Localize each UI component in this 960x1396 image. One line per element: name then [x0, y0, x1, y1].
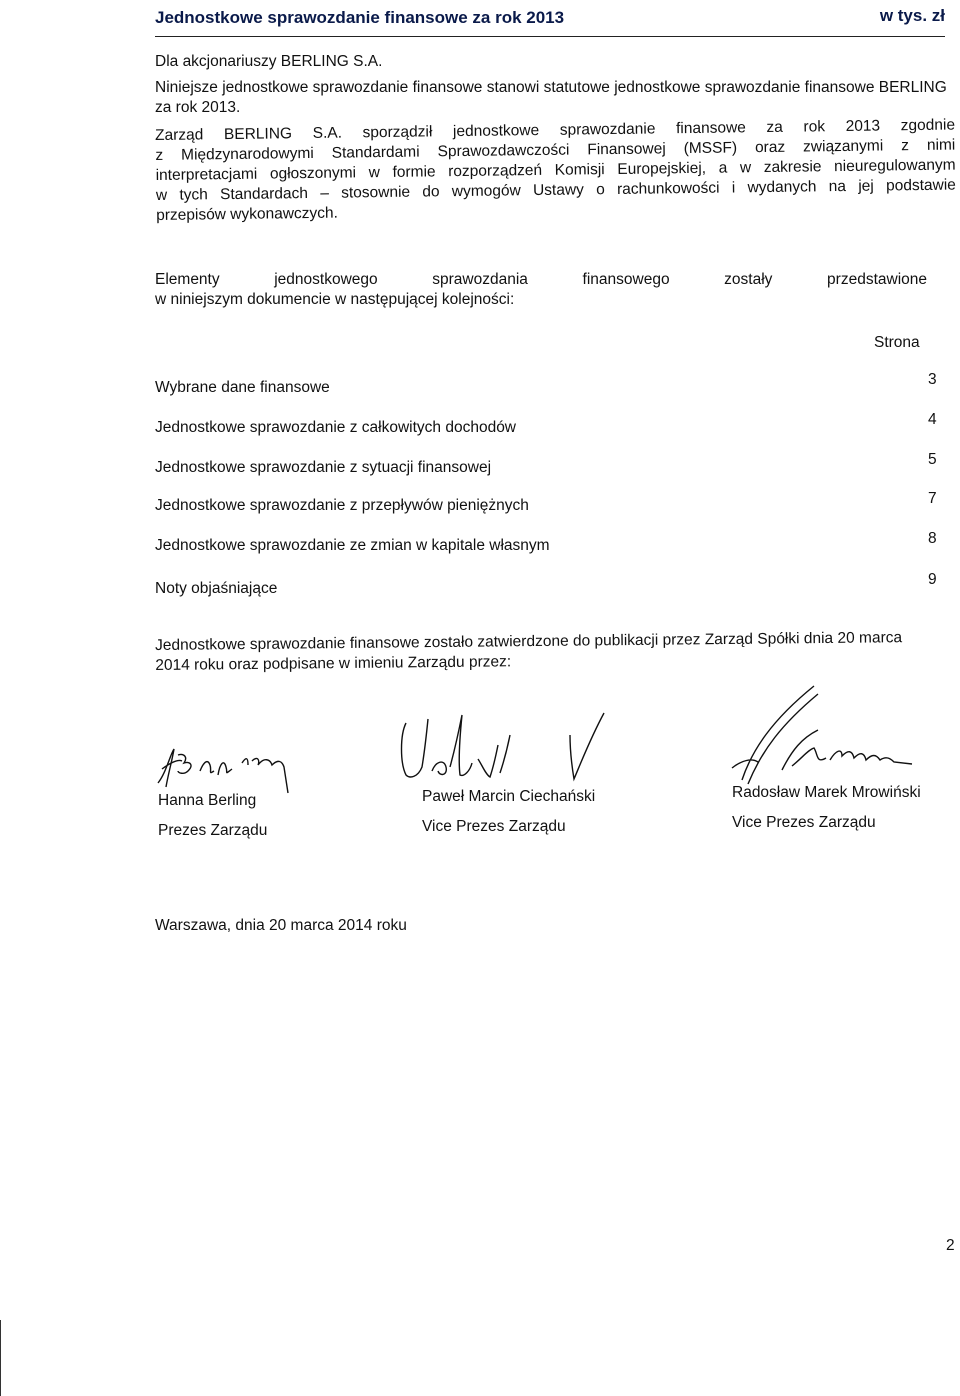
toc-item-page: 9 — [928, 571, 937, 588]
addressee: Dla akcjonariuszy BERLING S.A. — [155, 53, 383, 70]
toc-item-page: 7 — [928, 490, 937, 507]
scan-margin-line — [0, 1320, 1, 1396]
header-title: Jednostkowe sprawozdanie finansowe za rok 2013 — [155, 8, 565, 27]
header-unit: w tys. zł — [879, 6, 945, 25]
toc-item-page: 5 — [928, 451, 937, 468]
approval-line: Jednostkowe sprawozdanie finansowe zostało zatwierdzone do publikacji przez Zarząd Spółki dnia 20 marca — [155, 629, 903, 654]
toc-item-title: Wybrane dane finansowe — [155, 379, 330, 396]
signatory-name: Radosław Marek Mrowiński — [732, 784, 921, 801]
signatory-name: Paweł Marcin Ciechański — [422, 788, 596, 805]
toc-item-page: 3 — [928, 371, 937, 388]
signatory-role: Vice Prezes Zarządu — [422, 818, 566, 835]
intro-paragraph: Niniejsze jednostkowe sprawozdanie finansowe stanowi statutowe jednostkowe sprawozdanie finansowe BERLING za rok 2013. — [155, 79, 947, 116]
toc-item-page: 8 — [928, 530, 937, 547]
board-statement-line: interpretacjami ogłoszonymi w formie rozporządzeń Komisji Europejskiej, a w zakresie nieuregulowanym — [155, 156, 956, 184]
signature-radoslaw-mrowinski — [722, 680, 952, 790]
signatory-role: Prezes Zarządu — [158, 822, 268, 839]
elements-intro — [155, 270, 927, 310]
toc-item-title: Jednostkowe sprawozdanie ze zmian w kapitale własnym — [155, 537, 550, 554]
signatory-role: Vice Prezes Zarządu — [732, 814, 876, 831]
toc-page-header: Strona — [874, 334, 920, 351]
toc-item-title: Noty objaśniające — [155, 580, 278, 597]
toc-item-page: 4 — [928, 411, 937, 428]
page-number: 2 — [946, 1237, 955, 1254]
approval-statement — [155, 628, 960, 676]
toc-item-title: Jednostkowe sprawozdanie z przepływów pieniężnych — [155, 497, 529, 514]
place-and-date: Warszawa, dnia 20 marca 2014 roku — [155, 917, 407, 934]
signatory-name: Hanna Berling — [158, 792, 257, 809]
board-statement-line: przepisów wykonawczych. — [156, 204, 339, 224]
board-statement-line: Zarząd BERLING S.A. sporządził jednostkowe sprawozdanie finansowe za rok 2013 zgodnie — [155, 116, 956, 144]
elements-intro-line: w niniejszym dokumencie w następującej kolejności: — [155, 291, 515, 308]
page-header — [155, 6, 945, 37]
toc-item-title: Jednostkowe sprawozdanie z sytuacji finansowej — [155, 459, 492, 476]
board-statement-line: w tych Standardach – stosownie do wymogów Ustawy o rachunkowości i wydanych na jej podstawie — [155, 176, 956, 204]
signature-hanna-berling — [148, 735, 318, 795]
approval-line: 2014 roku oraz podpisane w imieniu Zarządu przez: — [155, 653, 512, 674]
board-statement-line: z Międzynarodowymi Standardami Sprawozdawczości Finansowej (MSSF) oraz związanymi z nimi — [155, 136, 956, 164]
toc-item-title: Jednostkowe sprawozdanie z całkowitych dochodów — [155, 419, 517, 436]
board-statement — [155, 116, 956, 226]
signature-pawel-ciechanski — [392, 705, 632, 785]
elements-intro-line: Elementy jednostkowego sprawozdania finansowego zostały przedstawione — [155, 271, 927, 288]
